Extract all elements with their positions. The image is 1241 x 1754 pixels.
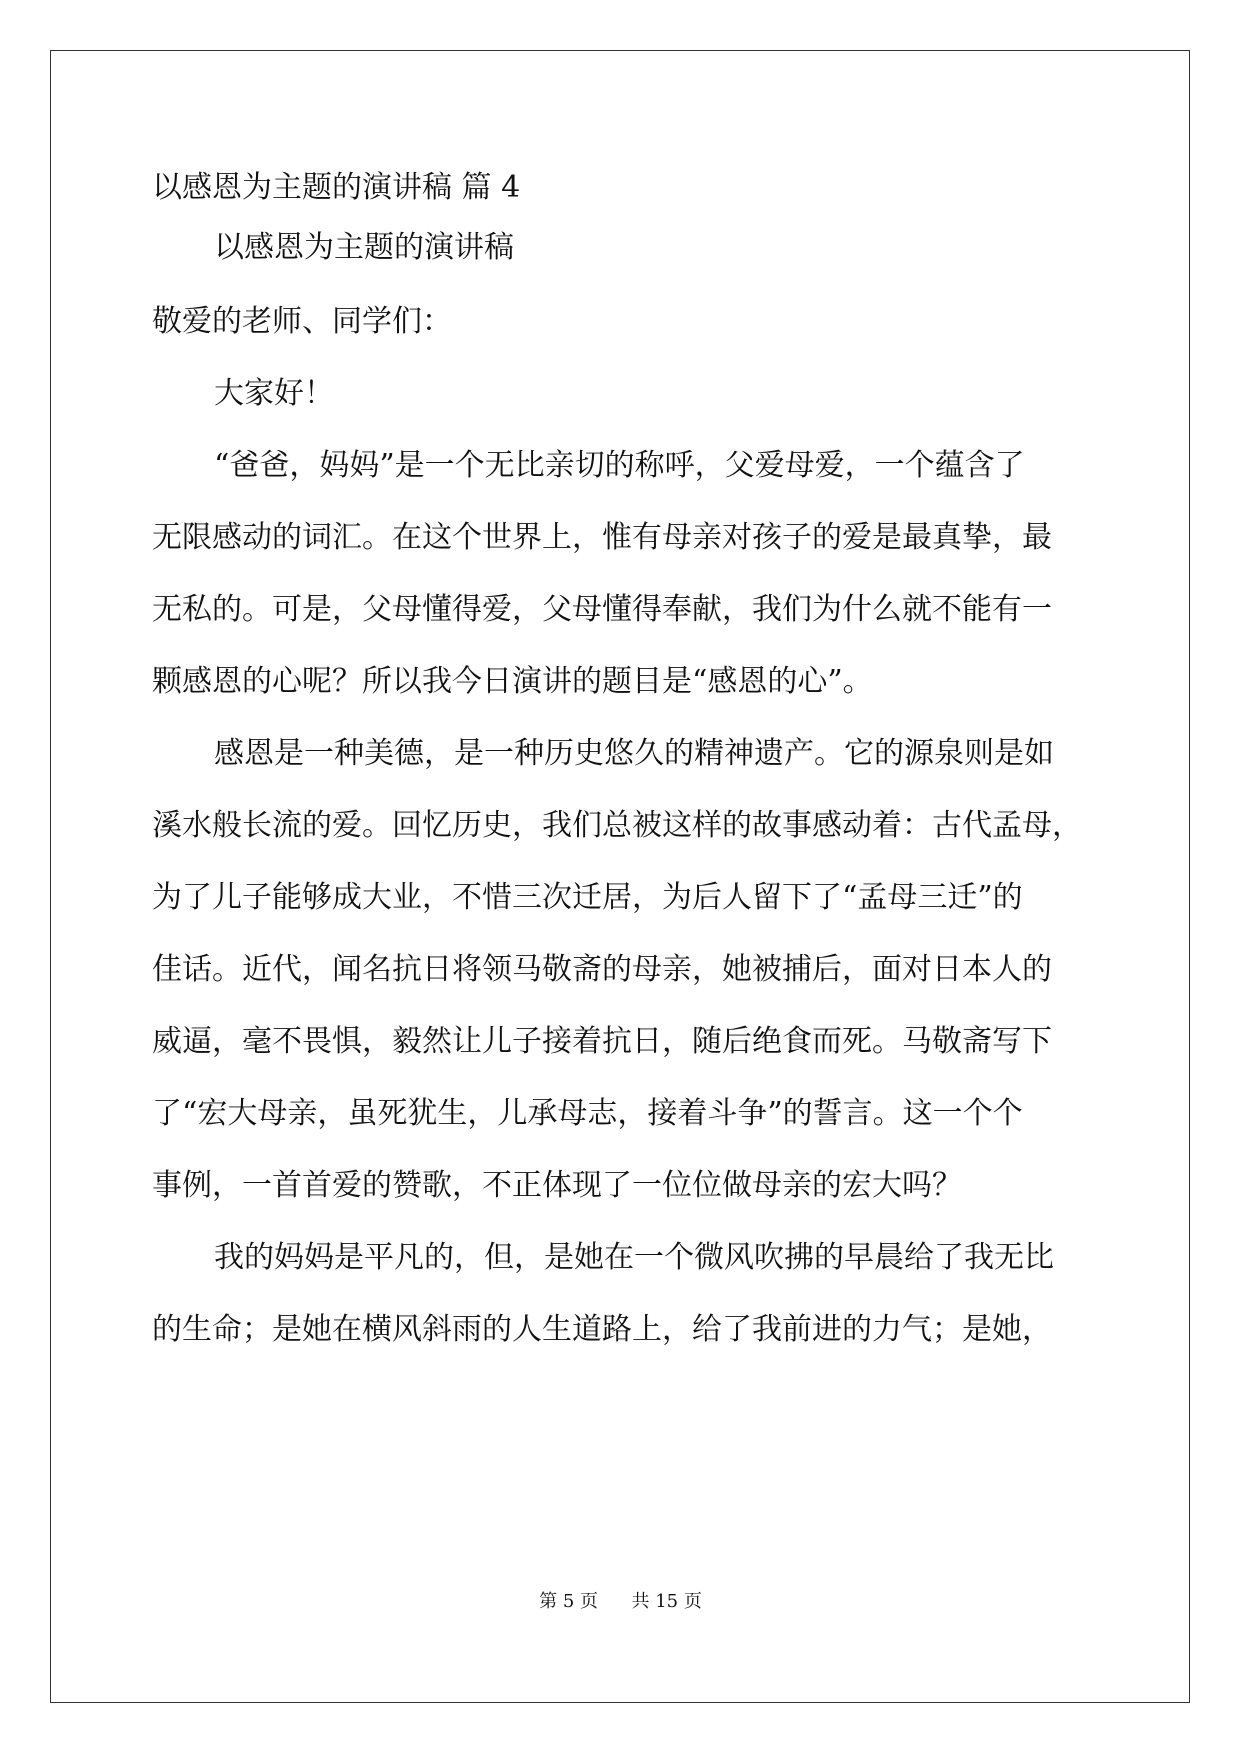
greeting: 大家好！ [214, 376, 334, 411]
paragraph-line: 为了儿子能够成大业，不惜三次迁居，为后人留下了“孟母三迁”的 [152, 880, 1023, 915]
speech-title: 以感恩为主题的演讲稿 [214, 230, 514, 265]
page-number: 第 5 页 [539, 1591, 599, 1612]
paragraph-line: 无限感动的词汇。在这个世界上，惟有母亲对孩子的爱是最真挚，最 [152, 520, 1052, 555]
paragraph-line: 威逼，毫不畏惧，毅然让儿子接着抗日，随后绝食而死。马敬斋写下 [152, 1024, 1052, 1059]
page-footer [0, 1590, 1241, 1614]
paragraph-line: 颗感恩的心呢？所以我今日演讲的题目是“感恩的心”。 [152, 664, 873, 699]
paragraph-line: 溪水般长流的爱。回忆历史，我们总被这样的故事感动着：古代孟母， [152, 808, 1082, 843]
paragraph-line: 了“宏大母亲，虽死犹生，儿承母志，接着斗争”的誓言。这一个个 [152, 1096, 1023, 1131]
paragraph-line: 我的妈妈是平凡的，但，是她在一个微风吹拂的早晨给了我无比 [214, 1240, 1054, 1275]
page-total: 共 15 页 [631, 1591, 702, 1612]
salutation: 敬爱的老师、同学们： [152, 304, 452, 339]
paragraph-line: 感恩是一种美德，是一种历史悠久的精神遗产。它的源泉则是如 [214, 736, 1054, 771]
paragraph-line: “爸爸，妈妈”是一个无比亲切的称呼，父爱母爱，一个蕴含了 [214, 448, 1025, 483]
section-heading: 以感恩为主题的演讲稿 篇 4 [152, 170, 521, 205]
paragraph-line: 事例，一首首爱的赞歌，不正体现了一位位做母亲的宏大吗？ [152, 1168, 962, 1203]
paragraph-line: 的生命；是她在横风斜雨的人生道路上，给了我前进的力气；是她， [152, 1312, 1052, 1347]
paragraph-line: 佳话。近代，闻名抗日将领马敬斋的母亲，她被捕后，面对日本人的 [152, 952, 1052, 987]
page-border [50, 50, 1190, 1703]
paragraph-line: 无私的。可是，父母懂得爱，父母懂得奉献，我们为什么就不能有一 [152, 592, 1052, 627]
